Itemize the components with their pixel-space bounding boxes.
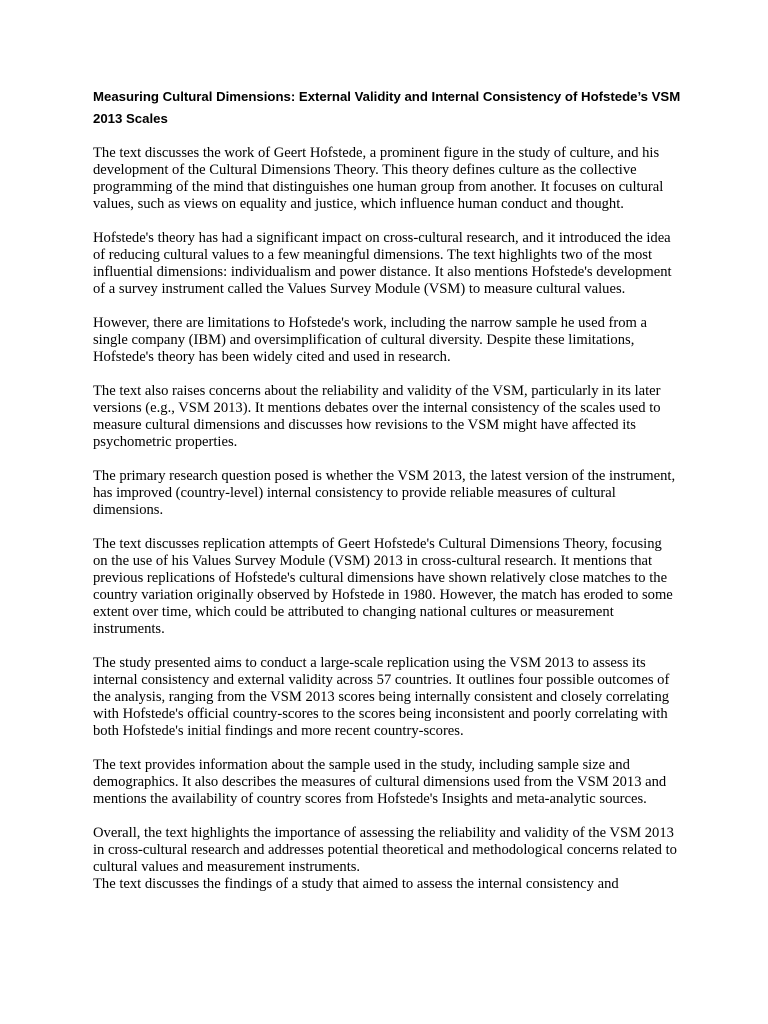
paragraph-findings: The text discusses the findings of a study that aimed to assess the internal consistency and <box>93 876 619 892</box>
paragraph-limitations: However, there are limitations to Hofstede's work, including the narrow sample he used from a single company (IBM) and oversimplification of cultural diversity. Despite these limitations, Hofstede's theory has been widely cited and used in research. <box>93 315 648 365</box>
paragraph-reliability-concerns: The text also raises concerns about the reliability and validity of the VSM, particularly in its later versions (e.g., VSM 2013). It mentions debates over the internal consistency of the scales used to measure cultural dimensions and discusses how revisions to the VSM might have affected its psychometric properties. <box>93 383 661 450</box>
document-body <box>93 145 678 893</box>
paragraph-overall: Overall, the text highlights the importance of assessing the reliability and validity of the VSM 2013 in cross-cultural research and addresses potential theoretical and methodological concerns related to cultural values and measurement instruments. <box>93 825 677 875</box>
paragraph-research-question: The primary research question posed is whether the VSM 2013, the latest version of the instrument, has improved (country-level) internal consistency to provide reliable measures of cultural dimensions. <box>93 468 676 518</box>
paragraph-replication: The text discusses replication attempts of Geert Hofstede's Cultural Dimensions Theory, focusing on the use of his Values Survey Module (VSM) 2013 in cross-cultural research. It mentions that previous replications of Hofstede's cultural dimensions have shown relatively close matches to the country variation originally observed by Hofstede in 1980. However, the match has eroded to some extent over time, which could be attributed to changing national cultures or measurement instruments. <box>93 536 673 637</box>
paragraph-impact: Hofstede's theory has had a significant impact on cross-cultural research, and it introduced the idea of reducing cultural values to a few meaningful dimensions. The text highlights two of the most influential dimensions: individualism and power distance. It also mentions Hofstede's development of a survey instrument called the Values Survey Module (VSM) to measure cultural values. <box>93 230 672 297</box>
paragraph-sample: The text provides information about the sample used in the study, including sample size and demographics. It also describes the measures of cultural dimensions used from the VSM 2013 and mentions the availability of country scores from Hofstede's Insights and meta-analytic sources. <box>93 757 667 807</box>
document-title: Measuring Cultural Dimensions: External Validity and Internal Consistency of Hofstede’s VSM 2013 Scales <box>93 89 681 126</box>
paragraph-intro: The text discusses the work of Geert Hofstede, a prominent figure in the study of culture, and his development of the Cultural Dimensions Theory. This theory defines culture as the collective programming of the mind that distinguishes one human group from another. It focuses on cultural values, such as views on equality and justice, which influence human conduct and thought. <box>93 145 664 212</box>
paragraph-study-aims: The study presented aims to conduct a large-scale replication using the VSM 2013 to assess its internal consistency and external validity across 57 countries. It outlines four possible outcomes of the analysis, ranging from the VSM 2013 scores being internally consistent and closely correlating with Hofstede's official country-scores to the scores being inconsistent and poorly correlating with both Hofstede's initial findings and more recent country-scores. <box>93 655 670 739</box>
